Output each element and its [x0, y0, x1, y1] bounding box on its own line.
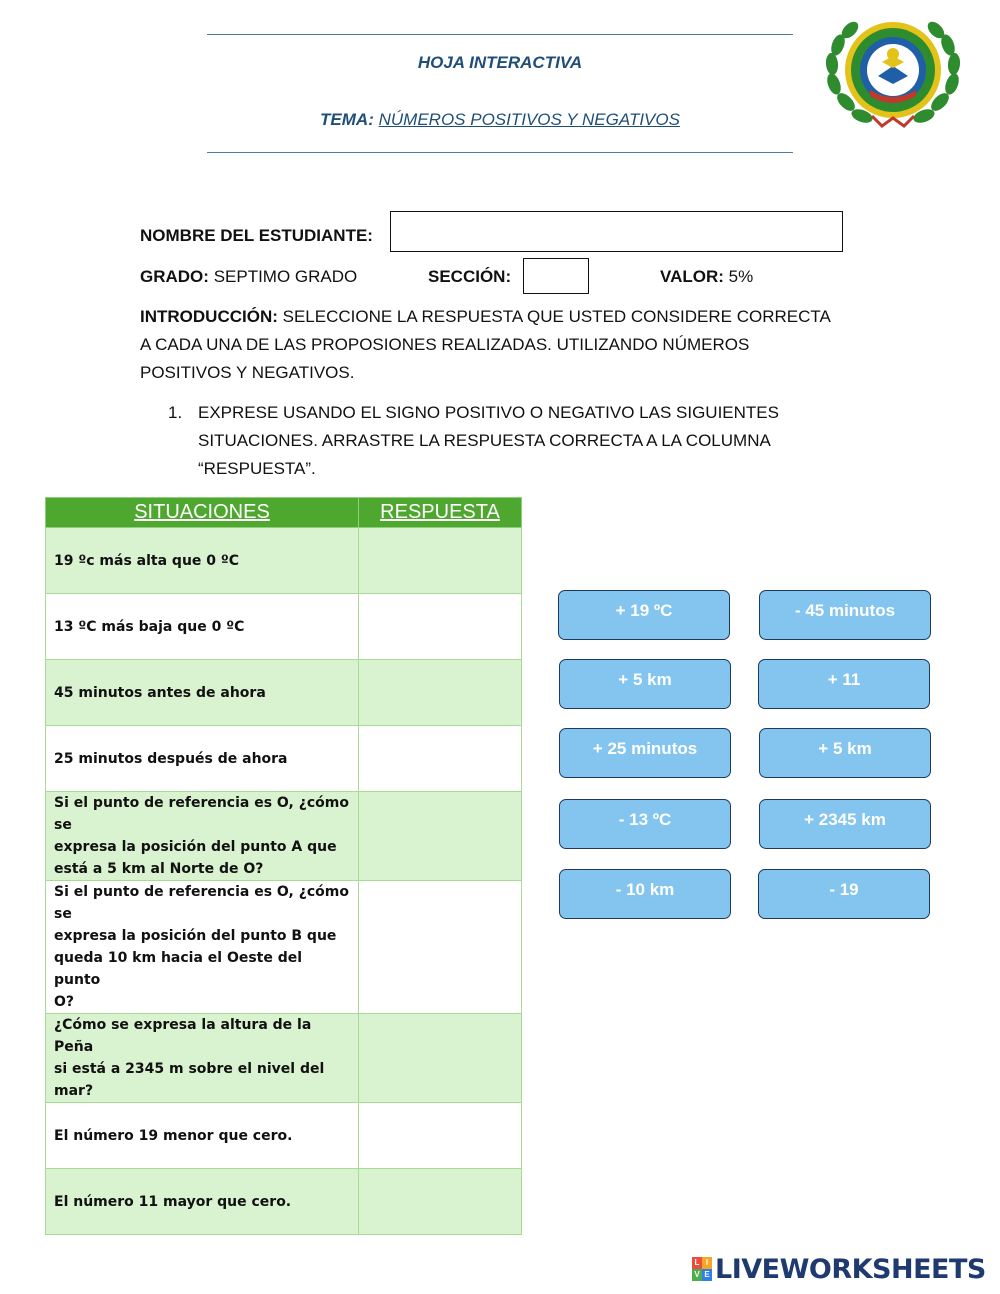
grade-line — [140, 267, 357, 287]
answer-option-chip[interactable]: - 10 km — [559, 869, 731, 919]
instruction-line-1: EXPRESE USANDO EL SIGNO POSITIVO O NEGATIVO LAS SIGUIENTES — [198, 403, 779, 422]
grade-value: SEPTIMO GRADO — [213, 267, 358, 286]
answer-option-chip[interactable]: + 25 minutos — [559, 728, 731, 778]
table-row — [46, 792, 522, 881]
grade-label: GRADO: — [140, 267, 209, 286]
situation-text-line: Si el punto de referencia es O, ¿cómo se — [54, 795, 349, 833]
answer-drop-zone[interactable] — [359, 726, 522, 792]
answer-option-chip[interactable]: + 5 km — [759, 728, 931, 778]
instruction — [198, 399, 858, 483]
situation-cell — [46, 1169, 359, 1235]
answer-option-chip[interactable]: + 5 km — [559, 659, 731, 709]
student-name-label: NOMBRE DEL ESTUDIANTE: — [140, 226, 373, 245]
situation-text-line: El número 11 mayor que cero. — [54, 1193, 292, 1210]
situation-text-line: El número 19 menor que cero. — [54, 1127, 293, 1144]
situation-text-line: queda 10 km hacia el Oeste del punto — [54, 950, 303, 988]
situation-cell — [46, 660, 359, 726]
situation-cell — [46, 881, 359, 1014]
table-row — [46, 881, 522, 1014]
answer-drop-zone[interactable] — [359, 881, 522, 1014]
answer-drop-zone[interactable] — [359, 660, 522, 726]
situation-text-line: 25 minutos después de ahora — [54, 750, 288, 767]
situation-text-line: 13 ºC más baja que 0 ºC — [54, 618, 245, 635]
table-header-row — [46, 498, 522, 528]
table-row — [46, 528, 522, 594]
table-row — [46, 1169, 522, 1235]
situation-text-line: si está a 2345 m sobre el nivel del mar? — [54, 1061, 325, 1099]
answer-drop-zone[interactable] — [359, 594, 522, 660]
introduction — [140, 303, 870, 387]
answer-option-chip[interactable]: - 45 minutos — [759, 590, 931, 640]
value-label: VALOR: — [660, 267, 724, 286]
instruction-line-2: SITUACIONES. ARRASTRE LA RESPUESTA CORRECTA A LA COLUMNA — [198, 431, 771, 450]
answer-drop-zone[interactable] — [359, 1169, 522, 1235]
situation-cell — [46, 726, 359, 792]
situation-text-line: 19 ºc más alta que 0 ºC — [54, 552, 240, 569]
answer-drop-zone[interactable] — [359, 792, 522, 881]
answer-option-chip[interactable]: - 19 — [758, 869, 930, 919]
page-title: HOJA INTERACTIVA — [417, 53, 583, 72]
situation-text-line: está a 5 km al Norte de O? — [54, 861, 264, 877]
topic-label: TEMA: — [320, 110, 374, 129]
table-row — [46, 660, 522, 726]
situation-cell — [46, 594, 359, 660]
answer-option-chip[interactable]: + 11 — [758, 659, 930, 709]
topic-line — [207, 110, 793, 130]
student-name-input[interactable] — [390, 211, 843, 252]
intro-line-3: POSITIVOS Y NEGATIVOS. — [140, 363, 355, 382]
answer-drop-zone[interactable] — [359, 1103, 522, 1169]
table-row — [46, 594, 522, 660]
instruction-number: 1. — [168, 403, 183, 422]
value-amount: 5% — [728, 267, 754, 286]
school-crest-logo — [822, 12, 964, 134]
situation-text-line: Si el punto de referencia es O, ¿cómo se — [54, 884, 349, 922]
situation-cell — [46, 1014, 359, 1103]
answer-drop-zone[interactable] — [359, 528, 522, 594]
table-row — [46, 1014, 522, 1103]
situation-text-line: 45 minutos antes de ahora — [54, 684, 266, 701]
topic-value: NÚMEROS POSITIVOS Y NEGATIVOS — [378, 110, 680, 129]
liveworksheets-brand — [692, 1254, 986, 1284]
situation-text-line: ¿Cómo se expresa la altura de la Peña — [54, 1017, 312, 1055]
header-rule-top — [207, 34, 793, 35]
intro-label: INTRODUCCIÓN: — [140, 307, 278, 326]
answer-drop-zone[interactable] — [359, 1014, 522, 1103]
instruction-line-3: “RESPUESTA”. — [198, 459, 316, 478]
section-input[interactable] — [523, 258, 589, 294]
liveworksheets-logo-icon: L I V E — [692, 1257, 712, 1281]
intro-line-1: SELECCIONE LA RESPUESTA QUE USTED CONSIDERE CORRECTA — [282, 307, 831, 326]
answer-option-chip[interactable]: + 19 ºC — [558, 590, 730, 640]
answer-option-chip[interactable]: + 2345 km — [759, 799, 931, 849]
table-row — [46, 1103, 522, 1169]
header-rule-bottom — [207, 152, 793, 153]
header-situaciones: SITUACIONES — [46, 498, 359, 528]
table-row — [46, 726, 522, 792]
value-line — [660, 267, 753, 287]
intro-line-2: A CADA UNA DE LAS PROPOSIONES REALIZADAS. UTILIZANDO NÚMEROS — [140, 335, 750, 354]
brand-wordmark: LIVEWORKSHEETS — [715, 1253, 986, 1285]
situation-text-line: expresa la posición del punto B que — [54, 928, 337, 944]
situation-cell — [46, 792, 359, 881]
situations-table — [45, 497, 522, 1235]
answer-option-chip[interactable]: - 13 ºC — [559, 799, 731, 849]
situation-text-line: O? — [54, 994, 75, 1010]
situation-text-line: expresa la posición del punto A que — [54, 839, 337, 855]
situation-cell — [46, 528, 359, 594]
section-label: SECCIÓN: — [428, 267, 512, 286]
header-respuesta: RESPUESTA — [359, 498, 522, 528]
situation-cell — [46, 1103, 359, 1169]
